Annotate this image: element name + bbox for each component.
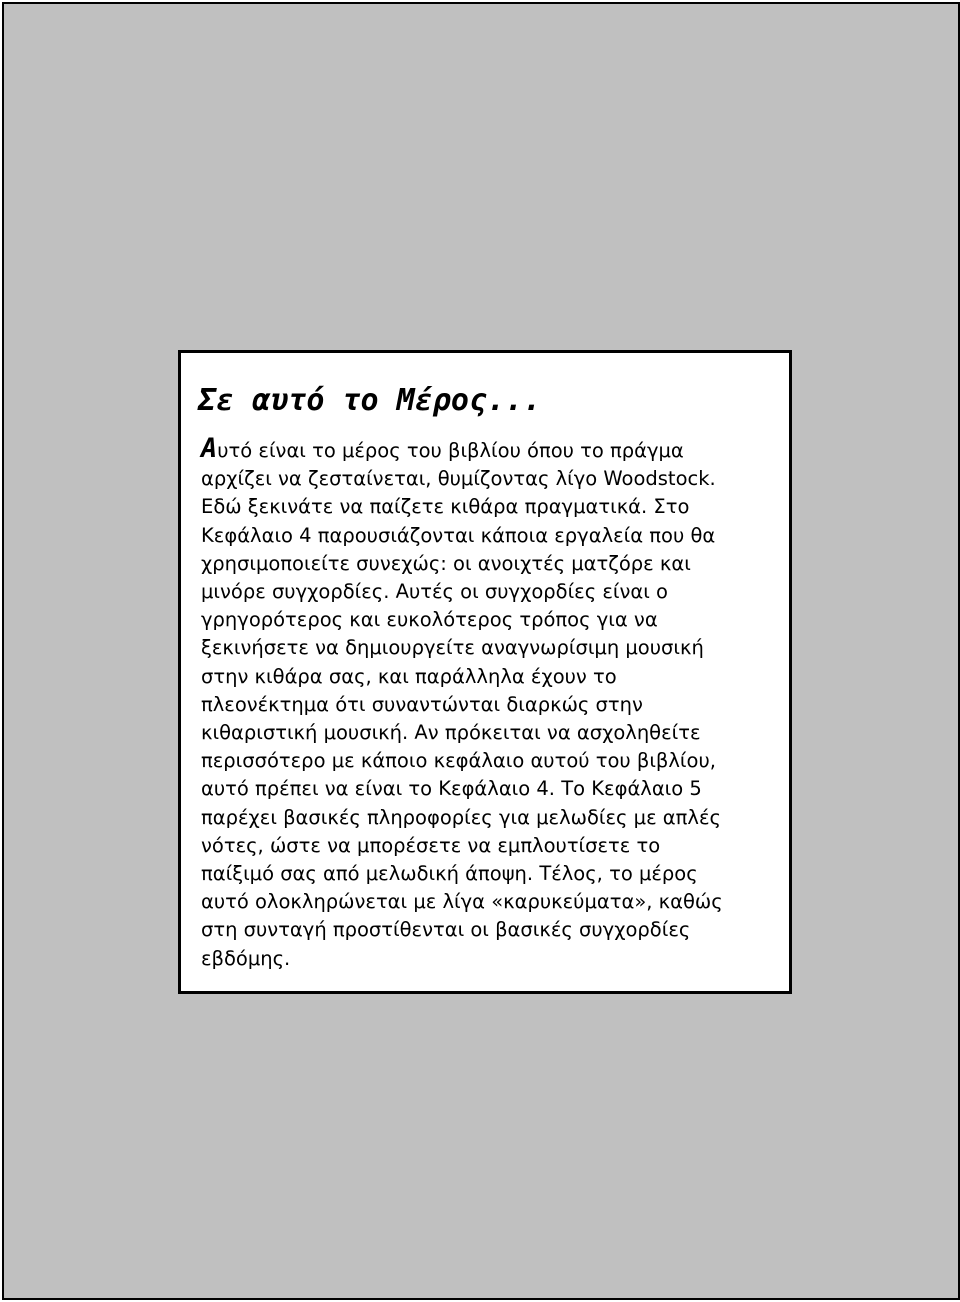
- paragraph-line: εβδόμης.: [201, 946, 291, 970]
- paragraph-line: περισσότερο με κάποιο κεφάλαιο αυτού του βιβλίου,: [201, 749, 716, 773]
- paragraph-line: αυτό ολοκληρώνεται με λίγα «καρυκεύματα», καθώς: [201, 890, 723, 914]
- paragraph-line: νότες, ώστε να μπορέσετε να εμπλουτίσετε το: [201, 833, 661, 857]
- paragraph-line: Κεφάλαιο 4 παρουσιάζονται κάποια εργαλεία που θα: [201, 523, 716, 547]
- paragraph-line: παίξιμό σας από μελωδική άποψη. Τέλος, το μέρος: [201, 862, 698, 886]
- paragraph-line: πλεονέκτημα ότι συναντώνται διαρκώς στην: [201, 692, 643, 716]
- paragraph-line: [201, 435, 781, 465]
- paragraph-line: αρχίζει να ζεσταίνεται, θυμίζοντας λίγο Woodstock.: [201, 467, 716, 491]
- paragraph-line: στη συνταγή προστίθενται οι βασικές συγχορδίες: [201, 918, 691, 942]
- paragraph-line: στην κιθάρα σας, και παράλληλα έχουν το: [201, 664, 617, 688]
- drop-cap: Α: [201, 433, 218, 464]
- paragraph-line: χρησιμοποιείτε συνεχώς: οι ανοιχτές ματζόρε και: [201, 551, 691, 575]
- part-intro-box: [178, 350, 792, 994]
- paragraph-line: γρηγορότερος και ευκολότερος τρόπος για να: [201, 608, 658, 632]
- paragraph-line: Εδώ ξεκινάτε να παίζετε κιθάρα πραγματικά. Στο: [201, 495, 690, 519]
- paragraph-line: ξεκινήσετε να δημιουργείτε αναγνωρίσιμη μουσική: [201, 636, 704, 660]
- section-heading: Σε αυτό το Μέρος...: [198, 383, 542, 418]
- line-text: υτό είναι το μέρος του βιβλίου όπου το πράγμα: [217, 439, 684, 462]
- paragraph-line: αυτό πρέπει να είναι το Κεφάλαιο 4. Το Κεφάλαιο 5: [201, 777, 702, 801]
- intro-paragraph: [201, 435, 781, 973]
- paragraph-line: μινόρε συγχορδίες. Αυτές οι συγχορδίες είναι ο: [201, 580, 668, 604]
- page-frame: [2, 2, 960, 1300]
- paragraph-line: παρέχει βασικές πληροφορίες για μελωδίες με απλές: [201, 805, 721, 829]
- paragraph-line: κιθαριστική μουσική. Αν πρόκειται να ασχοληθείτε: [201, 721, 701, 745]
